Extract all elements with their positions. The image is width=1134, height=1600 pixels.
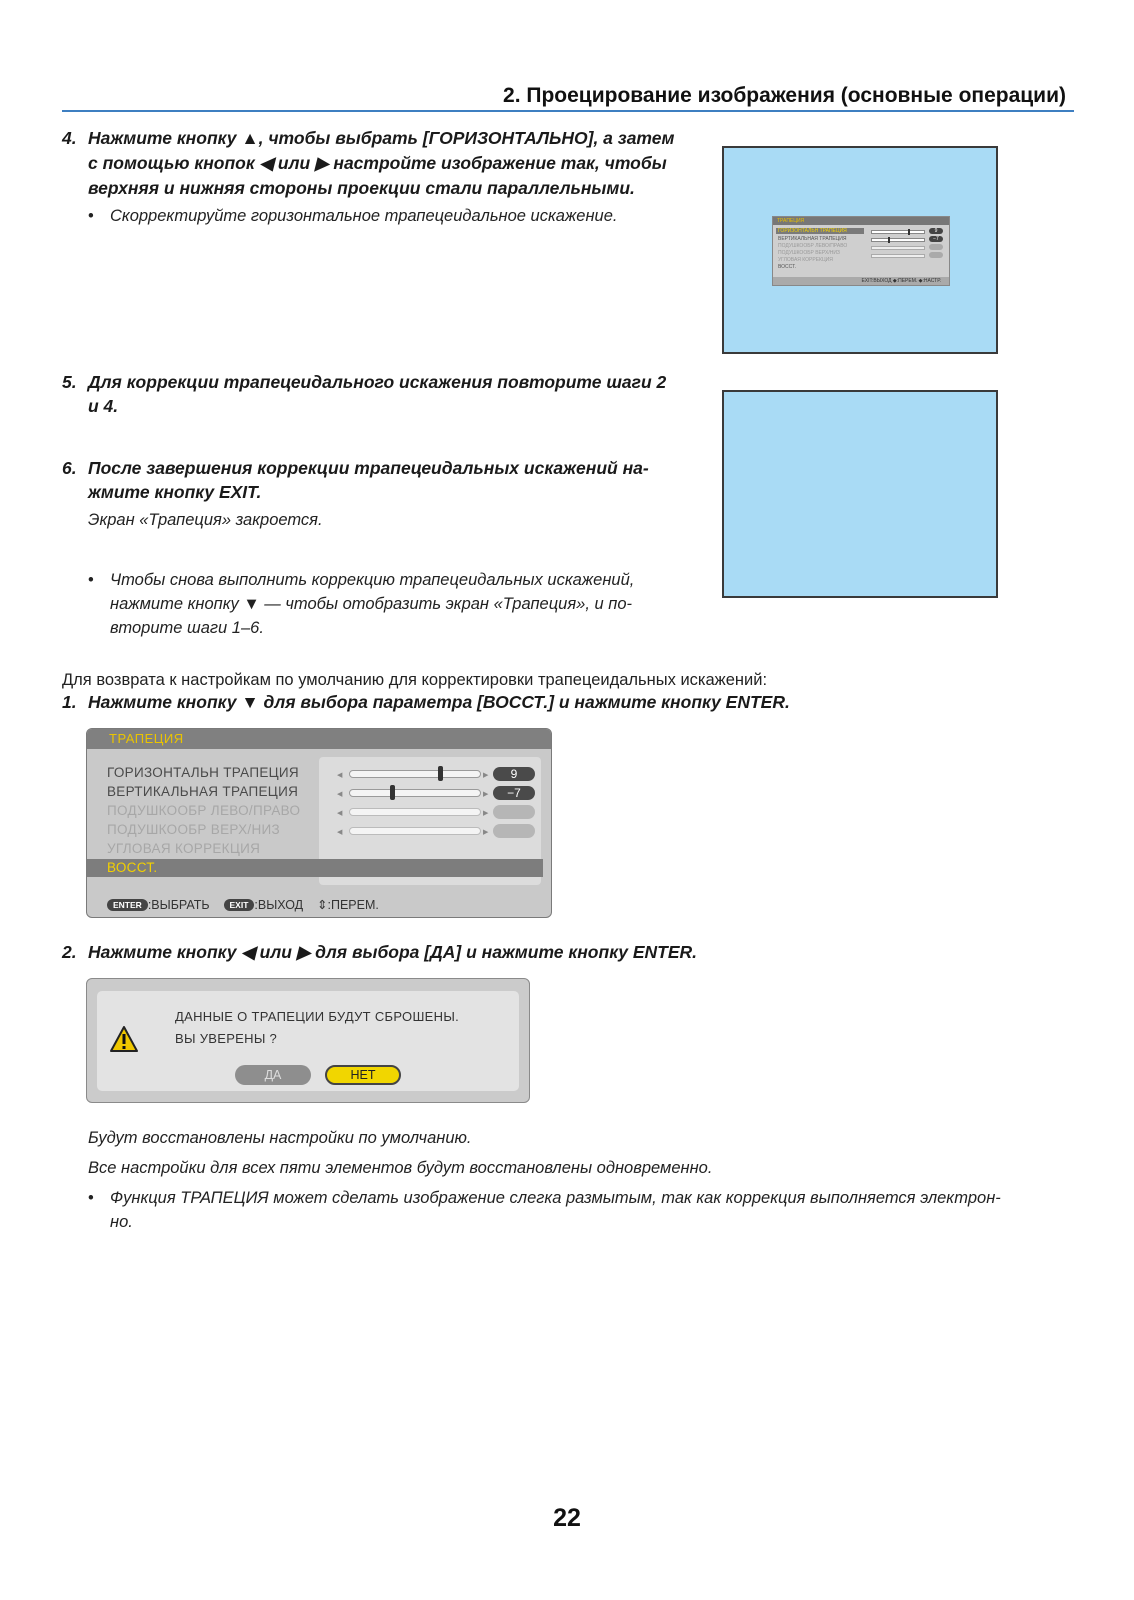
keystone-menu xyxy=(86,728,552,918)
bullet-text-line: Чтобы снова выполнить коррекцию трапецеидальных искажений, xyxy=(110,571,635,589)
bullet-text-line: но. xyxy=(110,1213,133,1231)
menu-title: ТРАПЕЦИЯ xyxy=(87,729,551,749)
right-arrow-icon: ▶ xyxy=(483,829,489,836)
mini-menu-row: ПОДУШКООБР ВЕРХ/НИЗ xyxy=(778,250,840,256)
footer-select-label: :ВЫБРАТЬ xyxy=(147,898,210,912)
bullet-dot: • xyxy=(88,571,94,589)
right-arrow-icon: ▶ xyxy=(483,772,489,779)
footer-exit-label: :ВЫХОД xyxy=(254,898,304,912)
step-text-line: с помощью кнопок ◀ или ▶ настройте изображение так, чтобы xyxy=(88,153,667,173)
menu-footer xyxy=(107,897,379,912)
slider-knob[interactable] xyxy=(438,766,443,781)
mini-value-pill xyxy=(929,252,943,258)
step-text-line: и 4. xyxy=(88,396,119,416)
mini-menu-row: ПОДУШКООБР ЛЕВО/ПРАВО xyxy=(778,243,848,249)
step-5 xyxy=(62,370,682,420)
bullet-dot: • xyxy=(88,1189,94,1207)
value-badge xyxy=(493,824,535,838)
step-6 xyxy=(62,456,682,506)
pincushion-lr-slider xyxy=(349,808,481,816)
no-button[interactable]: НЕТ xyxy=(325,1065,401,1085)
bullet-text-line: нажмите кнопку ▼ — чтобы отобразить экран «Трапеция», и по- xyxy=(110,595,633,613)
value-badge: −7 xyxy=(493,786,535,800)
left-arrow-icon: ◀ xyxy=(337,810,343,817)
result-note: Все настройки для всех пяти элементов будут восстановлены одновременно. xyxy=(88,1159,713,1177)
step-text-line: жмите кнопку EXIT. xyxy=(88,482,262,502)
step-4 xyxy=(62,126,682,204)
menu-item-vertical[interactable]: ВЕРТИКАЛЬНАЯ ТРАПЕЦИЯ xyxy=(107,784,299,799)
mini-value-pill: 9 xyxy=(929,228,943,234)
exit-key-icon: EXIT xyxy=(224,899,255,911)
header-rule xyxy=(62,110,1074,112)
pincushion-tb-slider xyxy=(349,827,481,835)
mini-menu-row: УГЛОВАЯ КОРРЕКЦИЯ xyxy=(778,257,833,263)
step-text-line: Нажмите кнопку ▲, чтобы выбрать [ГОРИЗОНТАЛЬНО], а затем xyxy=(88,128,675,148)
mini-menu-footer: EXIT:ВЫХОД ◆:ПЕРЕМ. ◆:НАСТР. xyxy=(773,277,949,285)
step-text-line: верхняя и нижняя стороны проекции стали параллельными. xyxy=(88,178,635,198)
bullet-dot: • xyxy=(88,207,94,225)
left-arrow-icon: ◀ xyxy=(337,772,343,779)
right-arrow-icon: ▶ xyxy=(483,791,489,798)
step-number: 1. xyxy=(62,692,77,712)
mini-menu-title: ТРАПЕЦИЯ xyxy=(773,217,949,225)
bullet-note xyxy=(88,568,688,640)
projection-screen-with-menu xyxy=(722,146,998,354)
reset-step-1 xyxy=(62,690,962,716)
vertical-slider[interactable] xyxy=(349,789,481,797)
page-number: 22 xyxy=(553,1504,581,1532)
value-badge xyxy=(493,805,535,819)
mini-slider xyxy=(871,238,925,242)
bullet-note xyxy=(88,204,688,228)
reset-label: ВОССТ. xyxy=(107,860,158,875)
warning-icon xyxy=(109,1025,139,1053)
enter-key-icon: ENTER xyxy=(107,899,148,911)
menu-item-horizontal[interactable]: ГОРИЗОНТАЛЬН ТРАПЕЦИЯ xyxy=(107,765,299,780)
step-text-line: Для коррекции трапецеидального искажения повторите шаги 2 xyxy=(88,372,667,392)
step-number: 4. xyxy=(62,128,77,148)
bullet-text-line: вторите шаги 1–6. xyxy=(110,619,264,637)
step-text: Нажмите кнопку ▼ для выбора параметра [ВОССТ.] и нажмите кнопку ENTER. xyxy=(88,692,790,712)
mini-slider xyxy=(871,254,925,258)
menu-item-pincushion-tb: ПОДУШКООБР ВЕРХ/НИЗ xyxy=(107,822,280,837)
reset-step-2 xyxy=(62,940,962,966)
mini-keystone-menu xyxy=(772,216,950,286)
bullet-text: Скорректируйте горизонтальное трапецеидальное искажение. xyxy=(110,207,618,225)
menu-item-corner: УГЛОВАЯ КОРРЕКЦИЯ xyxy=(107,841,261,856)
menu-item-pincushion-lr: ПОДУШКООБР ЛЕВО/ПРАВО xyxy=(107,803,301,818)
step-number: 6. xyxy=(62,458,77,478)
mini-menu-row: ГОРИЗОНТАЛЬН ТРАПЕЦИЯ xyxy=(776,228,864,234)
left-arrow-icon: ◀ xyxy=(337,791,343,798)
step-6-note: Экран «Трапеция» закроется. xyxy=(88,511,323,529)
mini-menu-row: ВОССТ. xyxy=(778,264,797,270)
step-text-line: После завершения коррекции трапецеидальных искажений на- xyxy=(88,458,649,478)
horizontal-slider[interactable] xyxy=(349,770,481,778)
section-title: 2. Проецирование изображения (основные операции) xyxy=(503,84,1066,107)
value-badge: 9 xyxy=(493,767,535,781)
mini-slider xyxy=(871,246,925,250)
menu-item-reset[interactable] xyxy=(87,859,543,877)
step-number: 2. xyxy=(62,942,77,962)
bullet-text-line: Функция ТРАПЕЦИЯ может сделать изображение слегка размытым, так как коррекция выполняется электрон- xyxy=(110,1189,1001,1207)
mini-slider xyxy=(871,230,925,234)
result-note: Будут восстановлены настройки по умолчанию. xyxy=(88,1129,472,1147)
bullet-note xyxy=(88,1186,1078,1234)
dialog-message-line: ДАННЫЕ О ТРАПЕЦИИ БУДУТ СБРОШЕНЫ. xyxy=(175,1009,460,1024)
footer-move-label: ⇕:ПЕРЕМ. xyxy=(317,898,379,912)
reset-intro: Для возврата к настройкам по умолчанию для корректировки трапецеидальных искажений: xyxy=(62,671,768,689)
step-text: Нажмите кнопку ◀ или ▶ для выбора [ДА] и нажмите кнопку ENTER. xyxy=(88,942,698,962)
slider-knob[interactable] xyxy=(390,785,395,800)
dialog-message-line: ВЫ УВЕРЕНЫ ? xyxy=(175,1031,278,1046)
left-arrow-icon: ◀ xyxy=(337,829,343,836)
projection-screen-blank xyxy=(722,390,998,598)
dialog-body xyxy=(97,991,519,1091)
reset-confirm-dialog xyxy=(86,978,530,1103)
right-arrow-icon: ▶ xyxy=(483,810,489,817)
mini-menu-row: ВЕРТИКАЛЬНАЯ ТРАПЕЦИЯ xyxy=(778,236,847,242)
mini-value-pill: −7 xyxy=(929,236,943,242)
step-number: 5. xyxy=(62,372,77,392)
mini-value-pill xyxy=(929,244,943,250)
yes-button[interactable]: ДА xyxy=(235,1065,311,1085)
